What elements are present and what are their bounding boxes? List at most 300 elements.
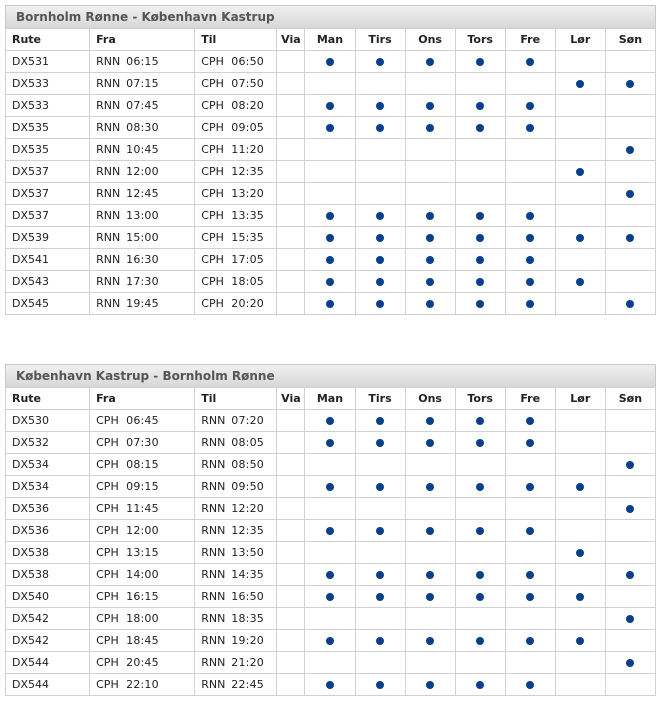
day-cell <box>405 498 455 520</box>
operates-dot-icon <box>376 593 384 601</box>
departure-time: 19:45 <box>126 297 159 310</box>
operates-dot-icon <box>326 439 334 447</box>
operates-dot-icon <box>526 527 534 535</box>
departure-time: 08:05 <box>231 436 264 449</box>
airport-code: CPH <box>96 656 119 669</box>
column-header: Søn <box>605 29 655 51</box>
operates-dot-icon <box>326 234 334 242</box>
from-cell <box>90 293 195 315</box>
airport-code: CPH <box>201 99 224 112</box>
airport-code: CPH <box>96 414 119 427</box>
operates-dot-icon <box>376 58 384 66</box>
airport-code: CPH <box>201 297 224 310</box>
route-cell: DX534 <box>6 476 90 498</box>
day-cell <box>305 608 355 630</box>
airport-code: CPH <box>96 612 119 625</box>
day-cell <box>405 73 455 95</box>
to-cell <box>195 674 277 696</box>
day-cell <box>555 183 605 205</box>
via-cell <box>277 674 305 696</box>
to-cell <box>195 227 277 249</box>
day-cell <box>555 630 605 652</box>
operates-dot-icon <box>426 637 434 645</box>
to-cell <box>195 161 277 183</box>
operates-dot-icon <box>326 527 334 535</box>
operates-dot-icon <box>576 549 584 557</box>
from-cell <box>90 73 195 95</box>
departure-time: 17:30 <box>126 275 159 288</box>
from-cell <box>90 249 195 271</box>
route-cell: DX540 <box>6 586 90 608</box>
airport-code: RNN <box>201 678 226 691</box>
day-cell <box>605 564 655 586</box>
day-cell <box>455 271 505 293</box>
from-cell <box>90 652 195 674</box>
departure-time: 12:00 <box>126 165 159 178</box>
operates-dot-icon <box>626 659 634 667</box>
day-cell <box>555 498 605 520</box>
column-header: Ons <box>405 388 455 410</box>
day-cell <box>405 674 455 696</box>
airport-code: RNN <box>96 231 121 244</box>
operates-dot-icon <box>526 417 534 425</box>
from-cell <box>90 542 195 564</box>
airport-code: RNN <box>201 634 226 647</box>
day-cell <box>555 652 605 674</box>
departure-time: 11:45 <box>126 502 159 515</box>
day-cell <box>505 630 555 652</box>
via-cell <box>277 293 305 315</box>
section-title: København Kastrup - Bornholm Rønne <box>5 364 656 387</box>
day-cell <box>355 73 405 95</box>
day-cell <box>355 161 405 183</box>
route-cell: DX538 <box>6 542 90 564</box>
departure-time: 14:35 <box>231 568 264 581</box>
operates-dot-icon <box>626 190 634 198</box>
airport-code: CPH <box>201 55 224 68</box>
table-row <box>6 139 656 161</box>
route-cell: DX545 <box>6 293 90 315</box>
operates-dot-icon <box>626 571 634 579</box>
day-cell <box>505 542 555 564</box>
day-cell <box>405 271 455 293</box>
airport-code: CPH <box>201 187 224 200</box>
table-row <box>6 183 656 205</box>
operates-dot-icon <box>326 593 334 601</box>
day-cell <box>355 476 405 498</box>
day-cell <box>455 51 505 73</box>
day-cell <box>605 161 655 183</box>
day-cell <box>305 564 355 586</box>
operates-dot-icon <box>376 571 384 579</box>
operates-dot-icon <box>476 439 484 447</box>
operates-dot-icon <box>426 212 434 220</box>
day-cell <box>355 608 405 630</box>
route-cell: DX536 <box>6 498 90 520</box>
table-row <box>6 95 656 117</box>
day-cell <box>455 630 505 652</box>
day-cell <box>405 139 455 161</box>
operates-dot-icon <box>426 483 434 491</box>
day-cell <box>305 498 355 520</box>
operates-dot-icon <box>576 80 584 88</box>
from-cell <box>90 564 195 586</box>
departure-time: 07:15 <box>126 77 159 90</box>
airport-code: RNN <box>201 502 226 515</box>
from-cell <box>90 476 195 498</box>
day-cell <box>355 454 405 476</box>
column-header: Ons <box>405 29 455 51</box>
operates-dot-icon <box>526 300 534 308</box>
column-header: Via <box>277 29 305 51</box>
operates-dot-icon <box>476 234 484 242</box>
table-row <box>6 586 656 608</box>
operates-dot-icon <box>476 417 484 425</box>
airport-code: RNN <box>96 209 121 222</box>
operates-dot-icon <box>326 681 334 689</box>
departure-time: 21:20 <box>231 656 264 669</box>
route-cell: DX535 <box>6 139 90 161</box>
departure-time: 13:15 <box>126 546 159 559</box>
day-cell <box>355 498 405 520</box>
operates-dot-icon <box>526 234 534 242</box>
via-cell <box>277 410 305 432</box>
day-cell <box>555 205 605 227</box>
operates-dot-icon <box>626 300 634 308</box>
airport-code: RNN <box>96 77 121 90</box>
departure-time: 10:45 <box>126 143 159 156</box>
operates-dot-icon <box>626 234 634 242</box>
day-cell <box>355 183 405 205</box>
operates-dot-icon <box>476 527 484 535</box>
operates-dot-icon <box>426 300 434 308</box>
airport-code: RNN <box>96 99 121 112</box>
from-cell <box>90 520 195 542</box>
airport-code: CPH <box>96 458 119 471</box>
to-cell <box>195 564 277 586</box>
to-cell <box>195 498 277 520</box>
departure-time: 11:20 <box>231 143 264 156</box>
airport-code: CPH <box>96 678 119 691</box>
via-cell <box>277 608 305 630</box>
day-cell <box>355 432 405 454</box>
to-cell <box>195 432 277 454</box>
operates-dot-icon <box>426 527 434 535</box>
day-cell <box>355 139 405 161</box>
day-cell <box>305 652 355 674</box>
via-cell <box>277 586 305 608</box>
operates-dot-icon <box>576 168 584 176</box>
day-cell <box>605 608 655 630</box>
table-row <box>6 293 656 315</box>
via-cell <box>277 432 305 454</box>
to-cell <box>195 73 277 95</box>
table-row <box>6 454 656 476</box>
airport-code: RNN <box>201 458 226 471</box>
day-cell <box>605 520 655 542</box>
via-cell <box>277 454 305 476</box>
table-row <box>6 674 656 696</box>
day-cell <box>555 249 605 271</box>
via-cell <box>277 652 305 674</box>
operates-dot-icon <box>626 615 634 623</box>
day-cell <box>505 520 555 542</box>
day-cell <box>555 520 605 542</box>
table-row <box>6 498 656 520</box>
operates-dot-icon <box>376 212 384 220</box>
operates-dot-icon <box>426 417 434 425</box>
day-cell <box>355 227 405 249</box>
airport-code: RNN <box>96 55 121 68</box>
operates-dot-icon <box>476 483 484 491</box>
departure-time: 20:20 <box>231 297 264 310</box>
column-header: Man <box>305 29 355 51</box>
airport-code: CPH <box>201 121 224 134</box>
day-cell <box>555 95 605 117</box>
operates-dot-icon <box>526 278 534 286</box>
table-row <box>6 476 656 498</box>
via-cell <box>277 520 305 542</box>
operates-dot-icon <box>426 234 434 242</box>
day-cell <box>455 476 505 498</box>
operates-dot-icon <box>476 124 484 132</box>
day-cell <box>555 139 605 161</box>
operates-dot-icon <box>326 212 334 220</box>
table-row <box>6 564 656 586</box>
day-cell <box>505 586 555 608</box>
to-cell <box>195 608 277 630</box>
day-cell <box>455 183 505 205</box>
column-header: Tirs <box>355 388 405 410</box>
operates-dot-icon <box>326 256 334 264</box>
day-cell <box>405 95 455 117</box>
column-header: Fre <box>505 29 555 51</box>
airport-code: CPH <box>96 436 119 449</box>
operates-dot-icon <box>326 278 334 286</box>
departure-time: 08:30 <box>126 121 159 134</box>
operates-dot-icon <box>476 300 484 308</box>
day-cell <box>505 205 555 227</box>
departure-time: 16:15 <box>126 590 159 603</box>
operates-dot-icon <box>526 571 534 579</box>
airport-code: CPH <box>96 480 119 493</box>
from-cell <box>90 183 195 205</box>
to-cell <box>195 652 277 674</box>
day-cell <box>405 227 455 249</box>
from-cell <box>90 161 195 183</box>
to-cell <box>195 542 277 564</box>
column-header: Rute <box>6 388 90 410</box>
day-cell <box>355 271 405 293</box>
airport-code: RNN <box>201 524 226 537</box>
operates-dot-icon <box>576 483 584 491</box>
day-cell <box>355 586 405 608</box>
table-row <box>6 608 656 630</box>
table-row <box>6 410 656 432</box>
day-cell <box>455 293 505 315</box>
table-row <box>6 249 656 271</box>
day-cell <box>555 432 605 454</box>
day-cell <box>455 542 505 564</box>
via-cell <box>277 542 305 564</box>
via-cell <box>277 161 305 183</box>
table-row <box>6 652 656 674</box>
departure-time: 19:20 <box>231 634 264 647</box>
operates-dot-icon <box>376 278 384 286</box>
operates-dot-icon <box>376 102 384 110</box>
from-cell <box>90 117 195 139</box>
airport-code: CPH <box>201 275 224 288</box>
day-cell <box>305 410 355 432</box>
table-header-row <box>6 388 656 410</box>
column-header: Til <box>195 29 277 51</box>
operates-dot-icon <box>376 527 384 535</box>
operates-dot-icon <box>526 483 534 491</box>
table-row <box>6 117 656 139</box>
day-cell <box>505 674 555 696</box>
departure-time: 18:35 <box>231 612 264 625</box>
from-cell <box>90 432 195 454</box>
departure-time: 09:05 <box>231 121 264 134</box>
airport-code: RNN <box>201 568 226 581</box>
column-header: Tirs <box>355 29 405 51</box>
from-cell <box>90 608 195 630</box>
route-cell: DX535 <box>6 117 90 139</box>
day-cell <box>505 139 555 161</box>
to-cell <box>195 586 277 608</box>
via-cell <box>277 205 305 227</box>
column-header: Via <box>277 388 305 410</box>
day-cell <box>455 410 505 432</box>
column-header: Søn <box>605 388 655 410</box>
day-cell <box>455 564 505 586</box>
day-cell <box>505 95 555 117</box>
departure-time: 17:05 <box>231 253 264 266</box>
from-cell <box>90 227 195 249</box>
table-row <box>6 205 656 227</box>
column-header: Fre <box>505 388 555 410</box>
operates-dot-icon <box>526 212 534 220</box>
day-cell <box>505 161 555 183</box>
from-cell <box>90 205 195 227</box>
day-cell <box>505 249 555 271</box>
day-cell <box>405 454 455 476</box>
route-cell: DX542 <box>6 608 90 630</box>
day-cell <box>355 95 405 117</box>
departure-time: 07:45 <box>126 99 159 112</box>
day-cell <box>405 564 455 586</box>
table-header-row <box>6 29 656 51</box>
day-cell <box>605 271 655 293</box>
route-cell: DX544 <box>6 674 90 696</box>
table-row <box>6 51 656 73</box>
to-cell <box>195 139 277 161</box>
operates-dot-icon <box>476 681 484 689</box>
departure-time: 06:45 <box>126 414 159 427</box>
day-cell <box>355 564 405 586</box>
to-cell <box>195 183 277 205</box>
day-cell <box>355 652 405 674</box>
day-cell <box>355 51 405 73</box>
day-cell <box>355 410 405 432</box>
day-cell <box>555 476 605 498</box>
route-cell: DX544 <box>6 652 90 674</box>
day-cell <box>605 542 655 564</box>
operates-dot-icon <box>326 637 334 645</box>
day-cell <box>455 432 505 454</box>
via-cell <box>277 139 305 161</box>
departure-time: 14:00 <box>126 568 159 581</box>
airport-code: RNN <box>201 480 226 493</box>
day-cell <box>305 674 355 696</box>
day-cell <box>505 271 555 293</box>
column-header: Rute <box>6 29 90 51</box>
day-cell <box>405 542 455 564</box>
operates-dot-icon <box>376 439 384 447</box>
via-cell <box>277 73 305 95</box>
to-cell <box>195 630 277 652</box>
day-cell <box>355 520 405 542</box>
operates-dot-icon <box>576 637 584 645</box>
day-cell <box>505 498 555 520</box>
departure-time: 08:20 <box>231 99 264 112</box>
day-cell <box>605 454 655 476</box>
route-cell: DX536 <box>6 520 90 542</box>
day-cell <box>305 520 355 542</box>
route-cell: DX531 <box>6 51 90 73</box>
column-header: Lør <box>555 29 605 51</box>
day-cell <box>605 139 655 161</box>
day-cell <box>605 293 655 315</box>
day-cell <box>305 117 355 139</box>
operates-dot-icon <box>576 278 584 286</box>
route-cell: DX532 <box>6 432 90 454</box>
departure-time: 12:00 <box>126 524 159 537</box>
via-cell <box>277 271 305 293</box>
operates-dot-icon <box>626 80 634 88</box>
day-cell <box>505 652 555 674</box>
airport-code: CPH <box>96 568 119 581</box>
operates-dot-icon <box>326 124 334 132</box>
operates-dot-icon <box>376 234 384 242</box>
operates-dot-icon <box>526 124 534 132</box>
day-cell <box>355 117 405 139</box>
via-cell <box>277 476 305 498</box>
day-cell <box>605 432 655 454</box>
via-cell <box>277 249 305 271</box>
day-cell <box>455 161 505 183</box>
route-cell: DX538 <box>6 564 90 586</box>
day-cell <box>505 608 555 630</box>
day-cell <box>305 161 355 183</box>
section-title: Bornholm Rønne - København Kastrup <box>5 5 656 28</box>
column-header: Tors <box>455 29 505 51</box>
table-row <box>6 227 656 249</box>
to-cell <box>195 520 277 542</box>
day-cell <box>555 51 605 73</box>
operates-dot-icon <box>526 58 534 66</box>
day-cell <box>455 454 505 476</box>
via-cell <box>277 227 305 249</box>
airport-code: RNN <box>201 414 226 427</box>
departure-time: 09:15 <box>126 480 159 493</box>
departure-time: 07:50 <box>231 77 264 90</box>
day-cell <box>505 51 555 73</box>
schedule-section-return <box>5 364 656 696</box>
operates-dot-icon <box>376 483 384 491</box>
day-cell <box>305 95 355 117</box>
day-cell <box>505 564 555 586</box>
